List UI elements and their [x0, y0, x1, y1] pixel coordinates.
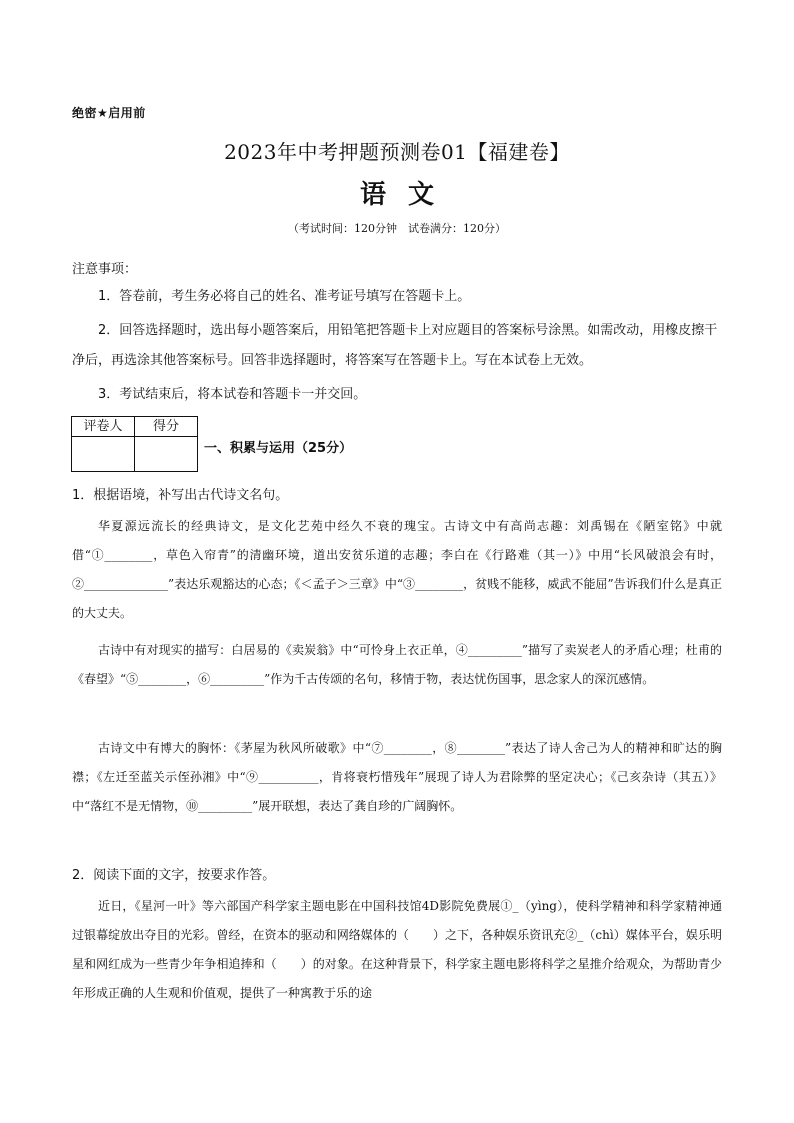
question-1-paragraph-2: 古诗中有对现实的描写：白居易的《卖炭翁》中“可怜身上衣正单，④_________”描写了卖炭老人的矛盾心理；杜甫的《春望》“⑤________，⑥_________”作为千古传颂的名句，移情于物，表达忧伤国事，思念家人的深沉感情。	[72, 643, 722, 686]
question-1-prompt: 1．根据语境，补写出古代诗文名句。	[72, 488, 289, 503]
grader-header: 评卷人	[72, 417, 135, 437]
question-1-paragraph-1: 华夏源远流长的经典诗文，是文化艺苑中经久不衰的瑰宝。古诗文中有高尚志趣：刘禹锡在《陋室铭》中就借“①________，草色入帘青”的清幽环境，道出安贫乐道的志趣；李白在《行路难（其一）》中用“长风破浪会有时，②______________”表达乐观豁达的心态；《＜孟子＞三章》中“③________，贫贱不能移，威武不能屈”告诉我们什么是真正的大丈夫。	[72, 519, 722, 620]
notice-title: 注意事项：	[72, 262, 138, 277]
section-title: 一、积累与运用（25分）	[204, 441, 353, 456]
question-2-prompt: 2．阅读下面的文字，按要求作答。	[72, 868, 276, 883]
notice-item-1: 1．答卷前，考生务必将自己的姓名、准考证号填写在答题卡上。	[98, 289, 471, 304]
notice-item-2: 2．回答选择题时，选出每小题答案后，用铅笔把答题卡上对应题目的答案标号涂黑。如需改动，用橡皮擦干净后，再选涂其他答案标号。回答非选择题时，将答案写在答题卡上。写在本试卷上无效。	[72, 323, 718, 368]
page-title: 2023年中考押题预测卷01【福建卷】	[224, 140, 570, 164]
grader-cell[interactable]	[72, 437, 135, 472]
score-header: 得分	[135, 417, 198, 437]
question-2-paragraph: 近日，《星河一叶》等六部国产科学家主题电影在中国科技馆4D影院免费展①_（yìng），使科学精神和科学家精神通过银幕绽放出夺目的光彩。曾经，在资本的驱动和网络媒体的（ ）之下，各种娱乐资讯充②_（chì）媒体平台，娱乐明星和网红成为一些青少年争相追捧和（ ）的对象。在这种背景下，科学家主题电影将科学之星推介给观众，为帮助青少年形成正确的人生观和价值观，提供了一种寓教于乐的途	[72, 899, 722, 1000]
subject-title: 语文	[359, 180, 456, 210]
question-1-paragraph-3: 古诗文中有博大的胸怀：《茅屋为秋风所破歌》中“⑦________，⑧________”表达了诗人舍己为人的精神和旷达的胸襟；《左迁至蓝关示侄孙湘》中“⑨__________，肯将衰朽惜残年”展现了诗人为君除弊的坚定决心；《己亥杂诗（其五）》中“落红不是无情物，⑩_________”展开联想，表达了龚自珍的广阔胸怀。	[72, 741, 722, 813]
score-cell[interactable]	[135, 437, 198, 472]
confidential-label: 绝密★启用前	[72, 106, 146, 120]
score-table	[71, 416, 198, 472]
notice-item-3: 3．考试结束后，将本试卷和答题卡一并交回。	[98, 387, 367, 402]
exam-info: （考试时间：120分钟 试卷满分：120分）	[288, 222, 506, 235]
